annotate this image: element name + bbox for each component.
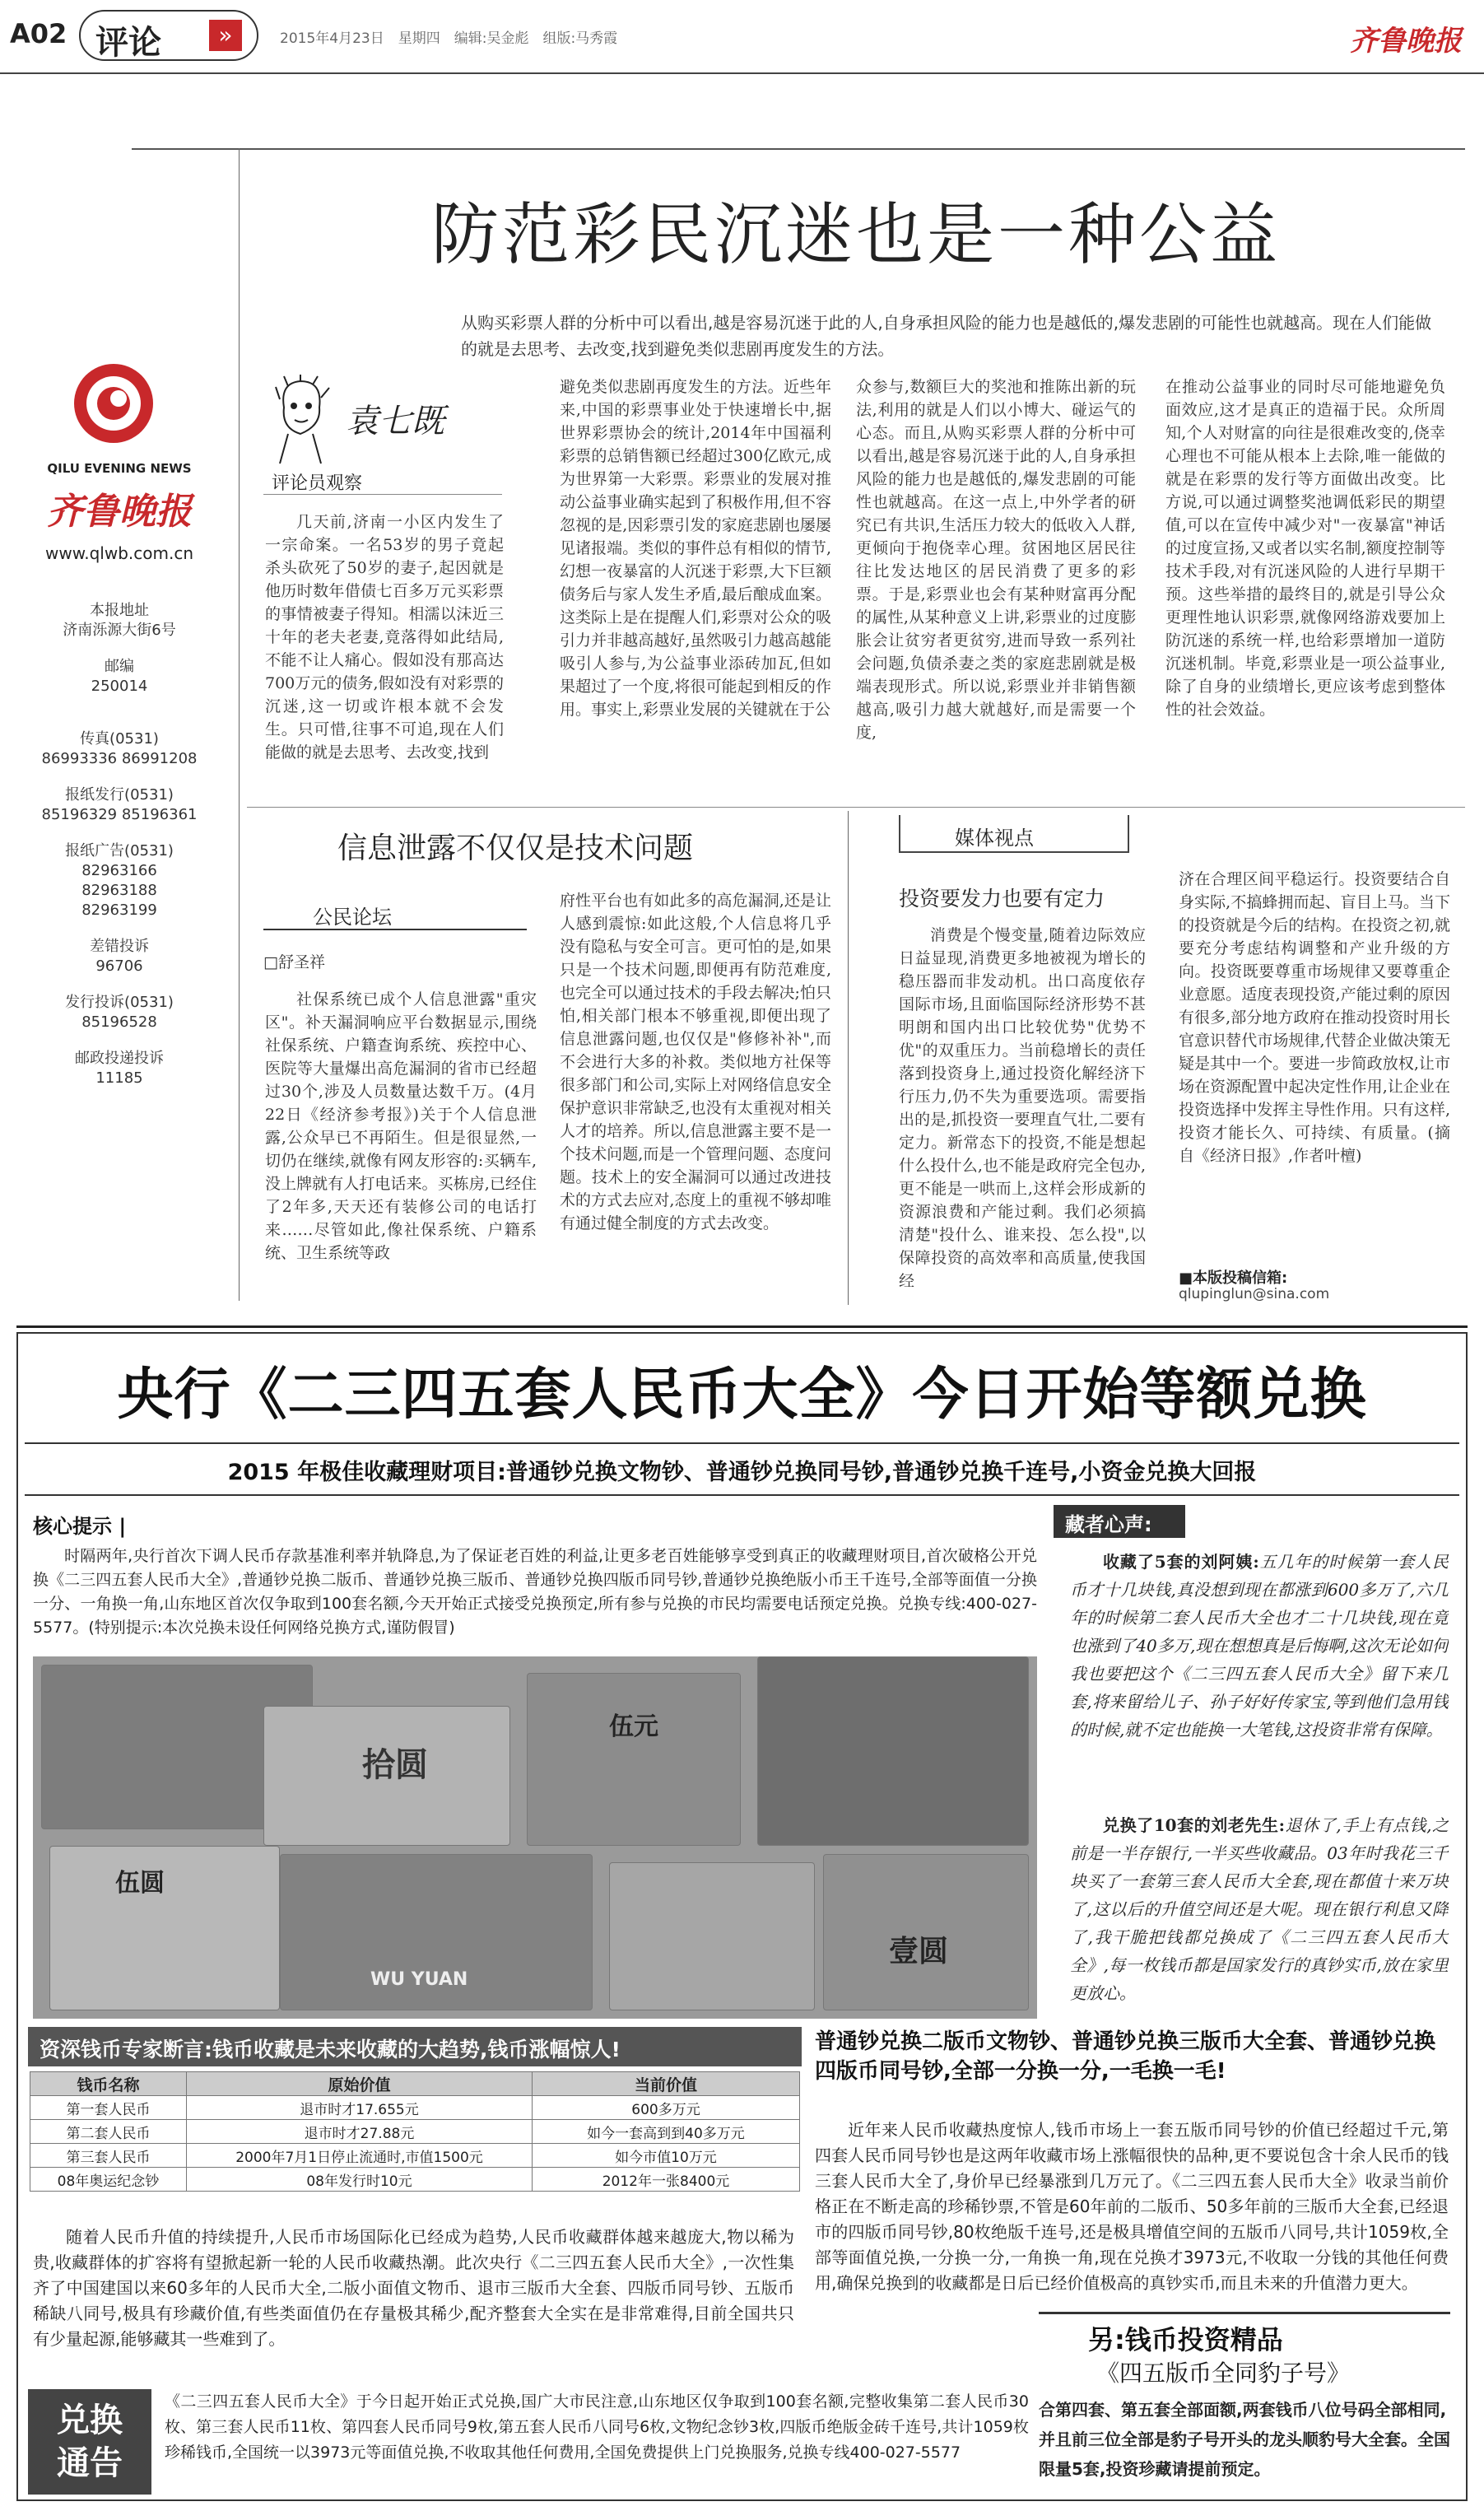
brand-logo [72, 362, 155, 445]
table-row [30, 2120, 800, 2144]
table-cell: 2000年7月1日停止流通时,市值1500元 [187, 2144, 533, 2168]
page-number: A02 [10, 18, 67, 49]
ad-subhead: 2015 年极佳收藏理财项目:普通钞兑换文物钞、普通钞兑换同号钞,普通钞兑换千连号,小资金兑换大回报 [227, 1460, 1257, 1485]
note-2-text: 退休了,手上有点钱,之前是一半存银行,一半买些收藏品。03年时我花三千块买了一套第三套人民币大全套,现在都值十来万块了,这以后的升值空间还是大呢。现在银行利息又降了,我干脆把钱都兑换成了《二三四五套人民币大全》,每一枚钱币都是国家发行的真钞实币,放在家里更放心。 [1070, 1815, 1449, 2003]
post: 11185 [95, 1069, 143, 1087]
zip: 250014 [91, 678, 148, 695]
th-name: 钱币名称 [30, 2072, 187, 2096]
expert-box [28, 2027, 802, 2066]
media-tag: 媒体视点 [955, 827, 1034, 850]
info-tag: 公民论坛 [313, 906, 392, 929]
media-col-2: 济在合理区间平稳运行。投资要结合自身实际,不搞蜂拥而起、盲目上马。当下的投资就是今后的结构。在投资之初,就要充分考虑结构调整和产业升级的方向。投资既要尊重市场规律又要尊重企业意愿。适度表现投资,产能过剩的原因有很多,部分地方政府在推动投资时用长官意识替代市场规律,代替企业做决策无疑是其中一个。要进一步简政放权,让市场在资源配置中起决定性作用,让企业在投资选择中发挥主导性作用。只有这样,投资才能长久、可持续、有质量。(摘自《经济日报》,作者叶檀) [1179, 870, 1450, 1165]
table-cell: 第二套人民币 [30, 2120, 187, 2144]
note-1-text: 五几年的时候第一套人民币才十几块钱,真没想到现在都涨到600多万了,六几年的时候第二套人民币大全也才二十几块钱,现在竟也涨到了40多万,现在想想真是后悔啊,这次无论如何我也要把这个《二三四五套人民币大全》留下来几套,将来留给儿子、孙子好好传家宝,等到他们急用钱的时候,就不定也能换一大笔钱,这投资非常有保障。 [1070, 1552, 1449, 1740]
fax-label: 传真(0531) [80, 730, 159, 748]
info-tag-box [263, 897, 527, 930]
note-2 [1070, 1811, 1449, 2033]
table-cell: 08年奥运纪念钞 [30, 2168, 187, 2192]
author-portrait [263, 375, 337, 465]
table-row [30, 2144, 800, 2168]
brand-cn: 齐鲁晚报 [47, 491, 192, 533]
table-cell: 第三套人民币 [30, 2144, 187, 2168]
table-row [30, 2168, 800, 2192]
fax: 86993336 86991208 [41, 750, 198, 767]
side-text: 合第四套、第五套全部面额,两套钱币八位号码全部相同,并且前三位全部是豹子号开头的龙头顺豹号大全套。全国限量5套,投资珍藏请提前预定。 [1039, 2400, 1450, 2479]
th-original: 原始价值 [187, 2072, 533, 2096]
center-text: 近年来人民币收藏热度惊人,钱币市场上一套五版币同号钞的价值已经超过千元,第四套人民币同号钞也是这两年收藏市场上涨幅很快的品种,更不要说包含十余人民币的钱三套人民币大全了,身价早已经暴涨到几万元了。《二三四五套人民币大全》收录当前价格正在不断走高的珍稀钞票,不管是60年前的二版币、50多年前的三版币大全套,已经退市的四版币同号钞,80枚绝版千连号,还是极具增值空间的五版币八同号,共计1059枚,全部等面值兑换,一分换一分,一角换一角,现在兑换才3973元,不收取一分钱的其他任何费用,确保兑换到的收藏都是日后已经价值极高的真钞实币,而且未来的升值潜力更大。 [815, 2120, 1449, 2293]
center-title: 普通钞兑换二版币文物钞、普通钞兑换三版币大全套、普通钞兑换四版币同号钞,全部一分换一分,一毛换一毛! [815, 2029, 1436, 2084]
banknote-label-5: 壹圆 [889, 1935, 949, 1968]
mail-address[interactable]: qlupinglun@sina.com [1179, 1286, 1330, 1302]
author-signature: 袁七既 [346, 403, 444, 440]
value-table-wrap [30, 2071, 800, 2192]
main-col-3: 众参与,数额巨大的奖池和推陈出新的玩法,利用的就是人们以小博大、碰运气的心态。而且,从购买彩票人群的分析中可以看出,越是容易沉迷于此的人,自身承担风险的能力也是越低的,爆发悲剧的可能性也就越高。在这一点上,中外学者的研究已有共识,生活压力较大的低收入人群,更倾向于抱侥幸心理。贫困地区居民往往比发达地区的居民消费了更多的彩票。于是,彩票业也会有某种财富再分配的属性,从某种意义上讲,彩票业的过度膨胀会让贫穷者更贫穷,进而导致一系列社会问题,负债杀妻之类的家庭悲剧就是极端表现形式。所以说,彩票业并非销售额越高,吸引力越大就越好,而是需要一个度, [856, 378, 1136, 742]
banknote-5 [49, 1846, 280, 2010]
section-arrow-icon: » [209, 20, 242, 51]
media-tag-box [899, 815, 1129, 853]
media-title: 投资要发力也要有定力 [899, 887, 1105, 911]
zip-label: 邮编 [105, 658, 134, 675]
ad-label: 报纸广告(0531) [65, 842, 174, 860]
err: 96706 [95, 957, 143, 975]
table-cell: 如今一套高到到40多万元 [533, 2120, 800, 2144]
banknote-4 [757, 1656, 1029, 1846]
note-tag: 藏者心声: [1065, 1513, 1152, 1536]
banknote-label-4: WU YUAN [370, 1969, 468, 1990]
banknote-collage [33, 1656, 1037, 2019]
dist: 85196329 85196361 [41, 806, 198, 823]
info-author: □舒圣祥 [263, 953, 325, 971]
addr-label: 本报地址 [90, 602, 149, 619]
info-title: 信息泄露不仅仅是技术问题 [337, 832, 694, 865]
main-title: 防范彩民沉迷也是一种公益 [430, 196, 1281, 274]
note-2-name: 兑换了10套的刘老先生: [1103, 1815, 1285, 1835]
banknote-label-1: 拾圆 [362, 1746, 428, 1784]
core-tag: 核心提示 | [33, 1515, 127, 1538]
addr: 济南泺源大街6号 [63, 622, 176, 639]
notice-text: 《二三四五套人民币大全》于今日起开始正式兑换,国广大市民注意,山东地区仅争取到100套名额,完整收集第二套人民币30枚、第三套人民币11枚、第四套人民币同号9枚,第五套人民币八同号6枚,文物纪念钞3枚,四版币绝版金砖千连号,共计1059枚珍稀钱币,全国统一以3973元等面值兑换,不收取其他任何费用,全国免费提供上门兑换服务,兑换专线400-027-5577 [165, 2392, 1029, 2462]
note-tag-box [1054, 1505, 1185, 1538]
main-col-2: 避免类似悲剧再度发生的方法。近些年来,中国的彩票事业处于快速增长中,据世界彩票协会的统计,2014年中国福利彩票的总销售额已经超过300亿欧元,成为世界第一大彩票。彩票业的发展对推动公益事业确实起到了积极作用,但不容忽视的是,因彩票引发的家庭悲剧也屡屡见诸报端。类似的事件总有相似的情节,幻想一夜暴富的人沉迷于彩票,大下巨额债务后与家人发生矛盾,最后酿成血案。这类际上是在提醒人们,彩票对公众的吸引力并非越高越好,虽然吸引力越高越能吸引人参与,为公益事业添砖加瓦,但如果超过了一个度,将很可能起到相反的作用。事实上,彩票业发展的关键就在于公 [560, 378, 831, 719]
table-cell: 退市时才17.655元 [187, 2096, 533, 2120]
notice-tag: 兑换通告 [57, 2402, 123, 2482]
value-table [30, 2071, 800, 2192]
side-box [1039, 2312, 1450, 2495]
table-cell: 退市时才27.88元 [187, 2120, 533, 2144]
website-url[interactable]: www.qlwb.com.cn [45, 543, 193, 563]
brand-en: QILU EVENING NEWS [47, 461, 192, 476]
expert-title: 资深钱币专家断言:钱币收藏是未来收藏的大趋势,钱币涨幅惊人! [40, 2038, 621, 2061]
main-lead: 从购买彩票人群的分析中可以看出,越是容易沉迷于此的人,自身承担风险的能力也是越低的,爆发悲剧的可能性也就越高。现在人们能做的就是去思考、去改变,找到避免类似悲剧再度发生的方法。 [461, 313, 1432, 359]
header-brand: 齐鲁晚报 [1350, 25, 1462, 58]
notice-tag-box [28, 2389, 151, 2495]
analysis-text: 随着人民币升值的持续提升,人民币市场国际化已经成为趋势,人民币收藏群体越来越庞大,物以稀为贵,收藏群体的扩容将有望掀起新一轮的人民币收藏热潮。此次央行《二三四五套人民币大全》,一次性集齐了中国建国以来60多年的人民币大全,二版小面值文物币、退市三版币大全套、四版币同号钞、五版币稀缺八同号,极具有珍藏价值,有些类面值仍在存量极其稀少,配齐整套大全实在是非常难得,目前全国共只有少量起源,能够藏其一些难到了。 [33, 2227, 794, 2349]
info-col-2: 府性平台也有如此多的高危漏洞,还是让人感到震惊:如此这般,个人信息将几乎没有隐私与安全可言。更可怕的是,如果只是一个技术问题,即便再有防范难度,也完全可以通过技术的手段去解决;怕只怕,相关部门根本不够重视,即便出现了信息泄露问题,也仅仅是"修修补补",而不会进行大多的补救。类似地方社保等很多部门和公司,实际上对网络信息安全保护意识非常缺乏,也没有太重视对相关人才的培养。所以,信息泄露主要不是一个技术问题,而是一个管理问题、态度问题。技术上的安全漏洞可以通过改进技术的方式去应对,态度上的重视不够却唯有通过健全制度的方式去改变。 [560, 892, 831, 1232]
table-cell: 08年发行时10元 [187, 2168, 533, 2192]
ad-phone: 82963166 82963188 82963199 [81, 862, 157, 919]
main-col-1: 几天前,济南一小区内发生了一宗命案。一名53岁的男子竟起杀头砍死了50岁的妻子,起因就是他历时数年借债七百多万元买彩票的事情被妻子得知。相濡以沫近三十年的老夫老妻,竟落得如此结局,不能不让人痛心。假如没有那高达700万元的债务,假如没有对彩票的沉迷,这一切或许根本就不会发生。只可惜,往事不可追,现在人们能做的就是去思考、去改变,找到 [265, 513, 504, 762]
header-meta: 2015年4月23日 星期四 编辑:吴金彪 组版:马秀霞 [280, 30, 618, 47]
err-label: 差错投诉 [90, 938, 149, 955]
banknote-label-3: 伍圆 [115, 1869, 165, 1898]
th-current: 当前价值 [533, 2072, 800, 2096]
author-tag: 评论员观察 [272, 473, 363, 494]
info-col-1: 社保系统已成个人信息泄露"重灾区"。补天漏洞响应平台数据显示,围绕社保系统、户籍查询系统、疾控中心、医院等大量爆出高危漏洞的省市已经超过30个,涉及人员数量达数千万。(4月22日《经济参考报》)关于个人信息泄露,公众早已不再陌生。但是很显然,一切仍在继续,就像有网友形容的:买辆车,没上牌就有人打电话来。买栋房,已经住了2年多,天天还有装修公司的电话打来……尽管如此,像社保系统、户籍系统、卫生系统等政 [265, 990, 537, 1262]
mail-label: ■本版投稿信箱: [1179, 1269, 1288, 1287]
post-label: 邮政投递投诉 [75, 1050, 164, 1067]
note-1-name: 收藏了5套的刘阿姨: [1103, 1552, 1259, 1572]
table-cell: 如今市值10万元 [533, 2144, 800, 2168]
banknote-label-2: 伍元 [609, 1712, 658, 1741]
core-text: 时隔两年,央行首次下调人民币存款基准利率并轨降息,为了保证老百姓的利益,让更多老百姓能够享受到真正的收藏理财项目,首次破格公开兑换《二三四五套人民币大全》,普通钞兑换二版币、普通钞兑换三版币、普通钞兑换四版币同号钞,普通钞兑换绝版小币王千连号,全部等面值一分换一分、一角换一角,山东地区首次仅争取到100套名额,今天开始正式接受兑换预定,所有参与兑换的市民均需要电话预定兑换。兑换专线:400-027-5577。(特别提示:本次兑换未设任何网络兑换方式,谨防假冒) [33, 1547, 1037, 1637]
ad-headline: 央行《二三四五套人民币大全》今日开始等额兑换 [117, 1363, 1367, 1428]
main-col-4: 在推动公益事业的同时尽可能地避免负面效应,这才是真正的造福于民。众所周知,个人对财富的向往是很难改变的,侥幸心理也不可能从根本上去除,唯一能做的就是在彩票的发行等方面做出改变。比方说,可以通过调整奖池调低彩民的期望值,可以在宣传中减少对"一夜暴富"神话的过度宣扬,又或者以实名制,额度控制等技术手段,对有沉迷风险的人进行早期干预。这些举措的最终目的,就是引导公众更理性地认识彩票,就像网络游戏要加上防沉迷的系统一样,也给彩票增加一道防沉迷机制。毕竟,彩票业是一项公益事业,除了自身的业绩增长,更应该考虑到整体性的社会效益。 [1165, 378, 1445, 719]
media-col-1: 消费是个慢变量,随着边际效应日益显现,消费更多地被视为增长的稳压器而非发动机。出口高度依存国际市场,且面临国际经济形势不甚明朗和国内出口比较优势"优势不优"的双重压力。当前稳增长的责任落到投资身上,通过投资化解经济下行压力,仍不失为重要选项。需要指出的是,抓投资一要理直气壮,二要有定力。新常态下的投资,不能是想起什么投什么,也不能是政府完全包办,更不能是一哄而上,这样会形成新的资源浪费和产能过剩。我们必须搞清楚"投什么、谁来投、怎么投",以保障投资的高效率和高质量,使我国经 [899, 926, 1146, 1290]
table-cell: 600多万元 [533, 2096, 800, 2120]
banknote-3 [527, 1673, 741, 1846]
table-row [30, 2096, 800, 2120]
table-cell: 第一套人民币 [30, 2096, 187, 2120]
table-cell: 2012年一张8400元 [533, 2168, 800, 2192]
side-sub: 《四五版币全同豹子号》 [1096, 2360, 1351, 2387]
banknote-7 [609, 1862, 815, 2010]
dist-label: 报纸发行(0531) [65, 786, 174, 804]
note-1 [1070, 1548, 1449, 1795]
section-badge [79, 10, 258, 61]
sub-label: 发行投诉(0531) [65, 994, 174, 1011]
side-title: 另:钱币投资精品 [1088, 2324, 1283, 2355]
sub: 85196528 [81, 1013, 157, 1031]
section-title: 评论 [95, 24, 161, 62]
